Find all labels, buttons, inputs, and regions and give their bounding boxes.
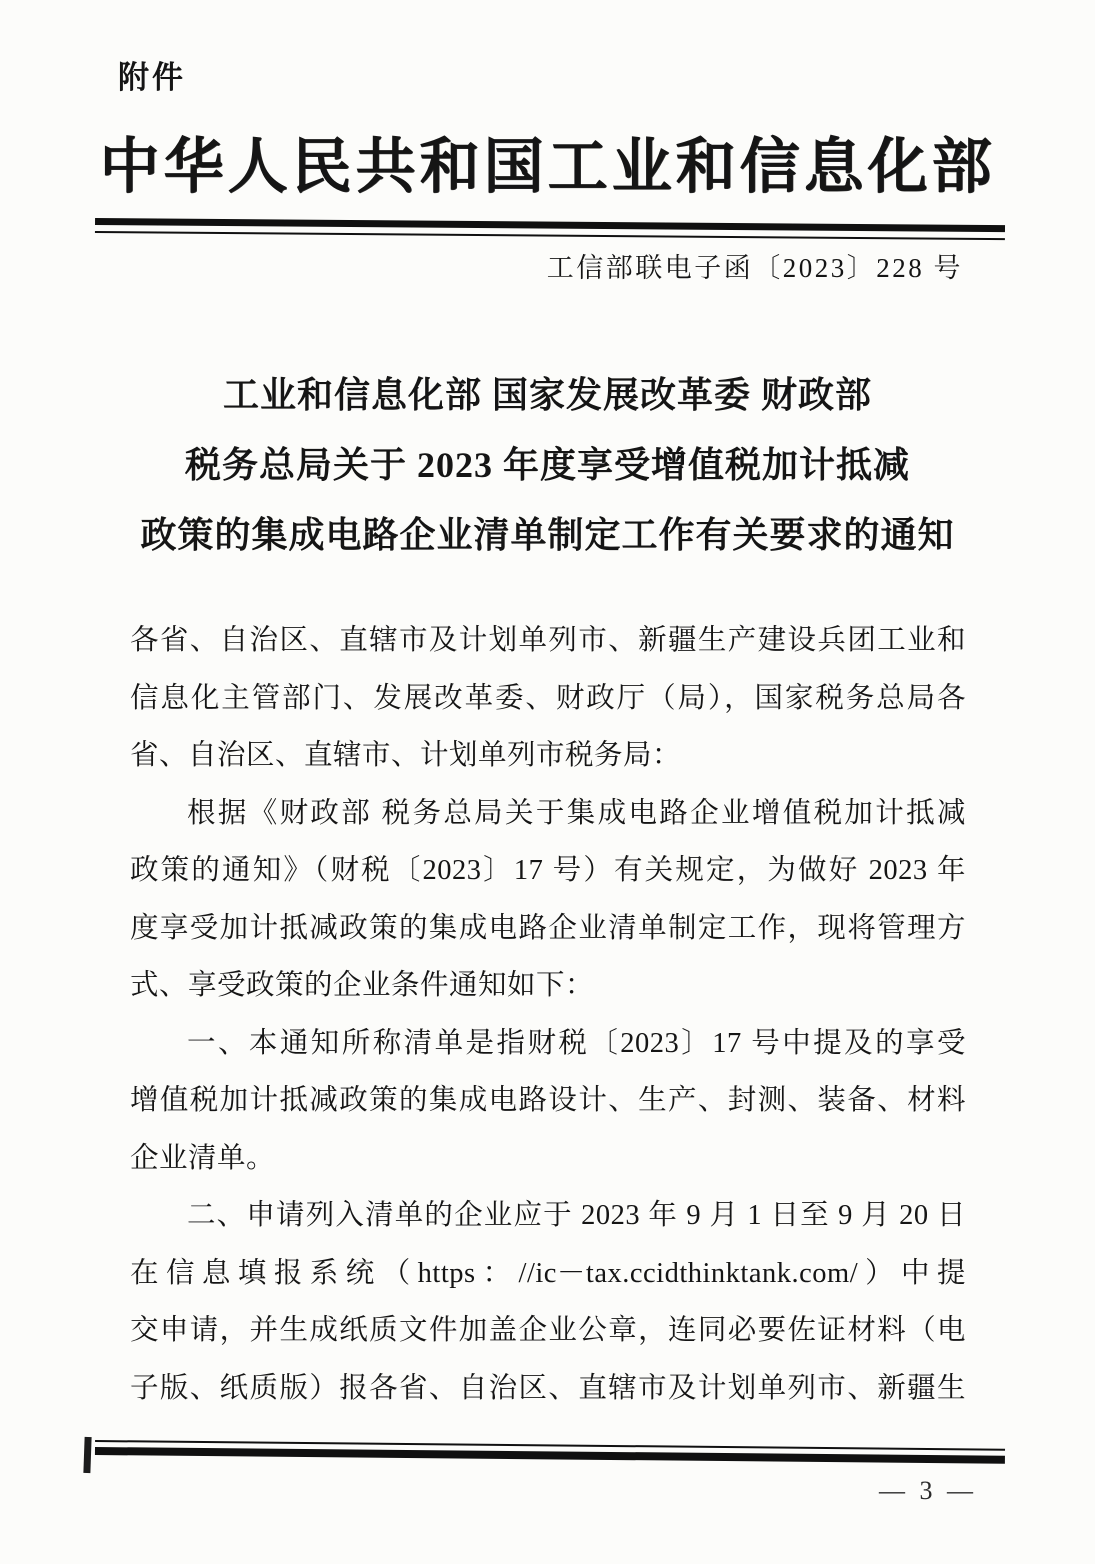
- body-line: 式、享受政策的企业条件通知如下：: [130, 970, 595, 1001]
- document-number: 工信部联电子函〔2023〕228 号: [546, 253, 963, 283]
- document-title: [0, 360, 1095, 570]
- body-line: 在信息填报系统（https：//ic－tax.ccidthinktank.com/）中提: [130, 1257, 966, 1289]
- header-divider-thick-line: [95, 218, 1005, 232]
- body-line: 信息化主管部门、发展改革委、财政厅（局），国家税务总局各: [130, 682, 966, 714]
- body-line: 度享受加计抵减政策的集成电路企业清单制定工作，现将管理方: [130, 912, 966, 944]
- page-number: — 3 —: [879, 1476, 977, 1505]
- scan-artifact: [83, 1437, 91, 1473]
- body-line: 省、自治区、直辖市、计划单列市税务局：: [130, 740, 682, 771]
- body-line: 各省、自治区、直辖市及计划单列市、新疆生产建设兵团工业和: [130, 625, 966, 656]
- body-line: 政策的通知》（财税〔2023〕17 号）有关规定，为做好 2023 年: [130, 855, 966, 886]
- footer-divider-thick-line: [95, 1447, 1005, 1464]
- title-line-3: 政策的集成电路企业清单制定工作有关要求的通知: [140, 515, 955, 555]
- body-line: 根据《财政部 税务总局关于集成电路企业增值税加计抵减: [187, 797, 966, 829]
- body-line: 交申请，并生成纸质文件加盖企业公章，连同必要佐证材料（电: [130, 1315, 966, 1346]
- body-line: 企业清单。: [130, 1142, 276, 1174]
- header-divider-thin-line: [95, 231, 1005, 240]
- body-line: 增值税加计抵减政策的集成电路设计、生产、封测、装备、材料: [130, 1085, 966, 1116]
- attachment-label: 附件: [118, 60, 186, 95]
- document-body: [130, 612, 966, 1417]
- title-line-2: 税务总局关于 2023 年度享受增值税加计抵减: [184, 445, 910, 485]
- title-line-1: 工业和信息化部 国家发展改革委 财政部: [222, 375, 872, 415]
- footer-divider: [95, 1440, 1005, 1464]
- body-line: 二、申请列入清单的企业应于 2023 年 9 月 1 日至 9 月 20 日: [187, 1200, 966, 1231]
- masthead-org-name: 中华人民共和国工业和信息化部: [99, 134, 996, 200]
- body-line: 一、本通知所称清单是指财税〔2023〕17 号中提及的享受: [187, 1027, 966, 1059]
- body-line: 子版、纸质版）报各省、自治区、直辖市及计划单列市、新疆生: [130, 1372, 966, 1404]
- header-divider: [95, 218, 1005, 240]
